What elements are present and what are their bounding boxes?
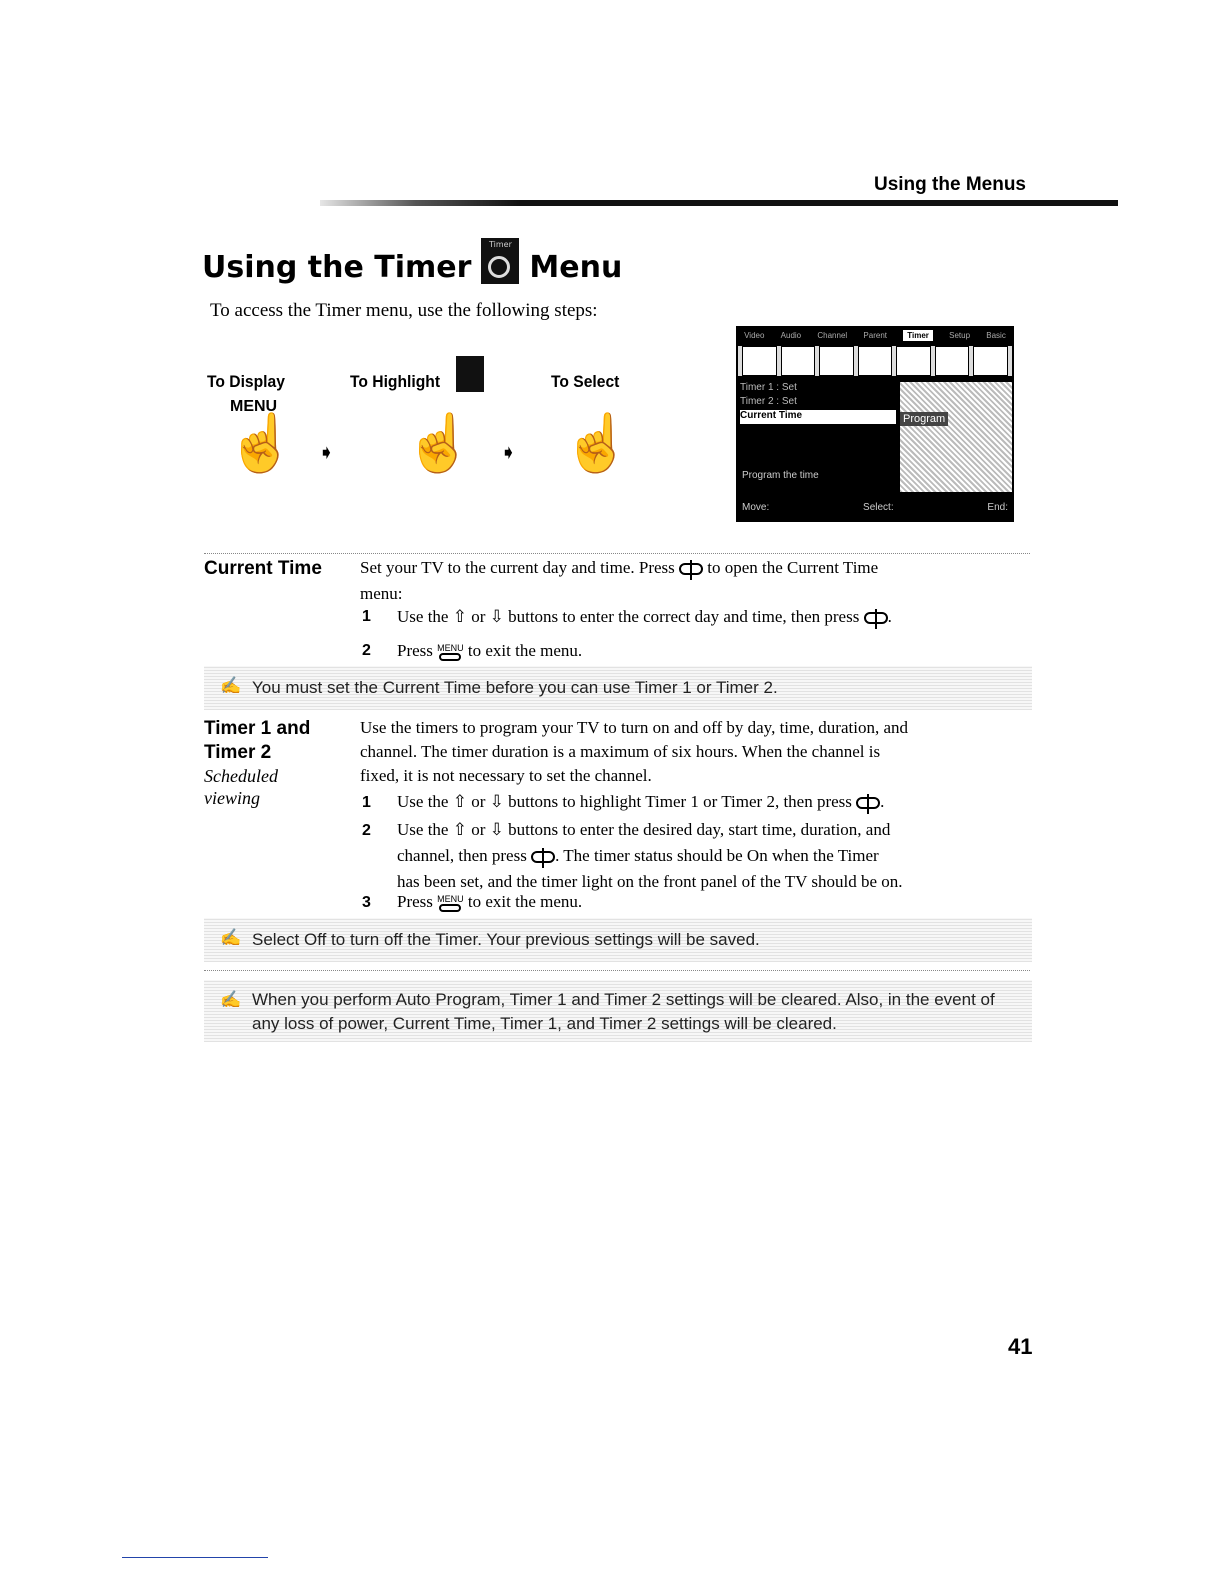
hand-select-icon: ☝ (562, 413, 632, 475)
osd-bottom-bar: Move: Select: End: (742, 502, 1008, 513)
step-text: Use the ⇧ or ⇩ buttons to enter the correct day and time, then press . (397, 607, 892, 626)
hand-joystick-icon: ☝ (404, 413, 474, 475)
hand-press-icon: ☝ (226, 413, 296, 475)
osd-hint: Program the time (742, 470, 819, 481)
step-number: 2 (362, 822, 371, 839)
menu-button-label: MENU (230, 398, 278, 415)
pen-icon: ✍ (220, 928, 242, 947)
page-title (202, 240, 623, 290)
timer-small-icon (456, 356, 484, 392)
page-number: 41 (1008, 1334, 1033, 1359)
step-text: Press MENU to exit the menu. (397, 892, 583, 911)
step-select-heading: To Select (551, 372, 620, 391)
step-text: Use the ⇧ or ⇩ buttons to highlight Timer 1 or Timer 2, then press . (397, 792, 885, 811)
osd-tabs: Video Audio Channel Parent Timer Setup Basic (744, 330, 1006, 340)
current-time-text-cont: menu: (360, 584, 403, 603)
header-rule (320, 200, 1118, 206)
note-auto-program: ✍ When you perform Auto Program, Timer 1 and Timer 2 settings will be cleared. Also, in the event of any loss of power, Current Time, Timer 1, and Timer 2 settings will be cleared. (204, 980, 1032, 1042)
osd-icon-bar (736, 344, 1014, 378)
step-number: 3 (362, 894, 371, 911)
menu-button-icon: MENU (437, 644, 464, 661)
title-text-after: Menu (529, 249, 623, 285)
select-button-icon (856, 797, 880, 809)
step-highlight-heading: To Highlight (350, 372, 441, 391)
select-button-icon (531, 851, 555, 863)
menu-button-icon: MENU (437, 895, 464, 912)
title-text-before: Using the Timer (202, 249, 472, 285)
timer-sublabel-1: Scheduled (204, 766, 278, 786)
step-display-heading: To Display (207, 372, 285, 391)
osd-rows: Timer 1 : Set Timer 2 : Set Current Time (740, 382, 900, 424)
current-time-label: Current Time (204, 558, 322, 579)
step-text: channel, then press . The timer status should be On when the Timer (397, 846, 879, 865)
divider (204, 553, 1030, 554)
timer-paragraph-line: channel. The timer duration is a maximum of six hours. When the channel is (360, 742, 881, 761)
step-text: Press MENU to exit the menu. (397, 641, 583, 660)
divider (204, 970, 1030, 971)
step-number: 2 (362, 642, 371, 659)
right-arrow-icon: ➧ (318, 442, 335, 464)
note-timer-off: ✍ Select Off to turn off the Timer. Your previous settings will be saved. (204, 918, 1032, 962)
timer-sublabel-2: viewing (204, 788, 260, 808)
step-number: 1 (362, 608, 371, 625)
select-button-icon (864, 612, 888, 624)
timer-label-1: Timer 1 and (204, 718, 311, 739)
pen-icon: ✍ (220, 676, 242, 695)
tv-osd-screenshot (736, 326, 1014, 522)
footer-rule (122, 1557, 268, 1558)
select-button-icon (679, 563, 703, 575)
current-time-text: Set your TV to the current day and time. Press to open the Current Time (360, 558, 879, 577)
osd-submenu (900, 382, 1012, 492)
osd-program-button: Program (900, 412, 948, 426)
step-text: has been set, and the timer light on the front panel of the TV should be on. (397, 872, 903, 891)
step-text: Use the ⇧ or ⇩ buttons to enter the desired day, start time, duration, and (397, 820, 891, 839)
pen-icon: ✍ (220, 990, 242, 1009)
timer-icon: Timer (481, 238, 519, 284)
timer-paragraph-line: Use the timers to program your TV to turn on and off by day, time, duration, and (360, 718, 908, 737)
intro-text: To access the Timer menu, use the following steps: (210, 300, 598, 321)
right-arrow-icon: ➧ (500, 442, 517, 464)
timer-label-2: Timer 2 (204, 742, 272, 763)
note-current-time: ✍ You must set the Current Time before you can use Timer 1 or Timer 2. (204, 666, 1032, 710)
step-number: 1 (362, 794, 371, 811)
running-header: Using the Menus (873, 174, 1026, 195)
timer-paragraph-line: fixed, it is not necessary to set the channel. (360, 766, 652, 785)
